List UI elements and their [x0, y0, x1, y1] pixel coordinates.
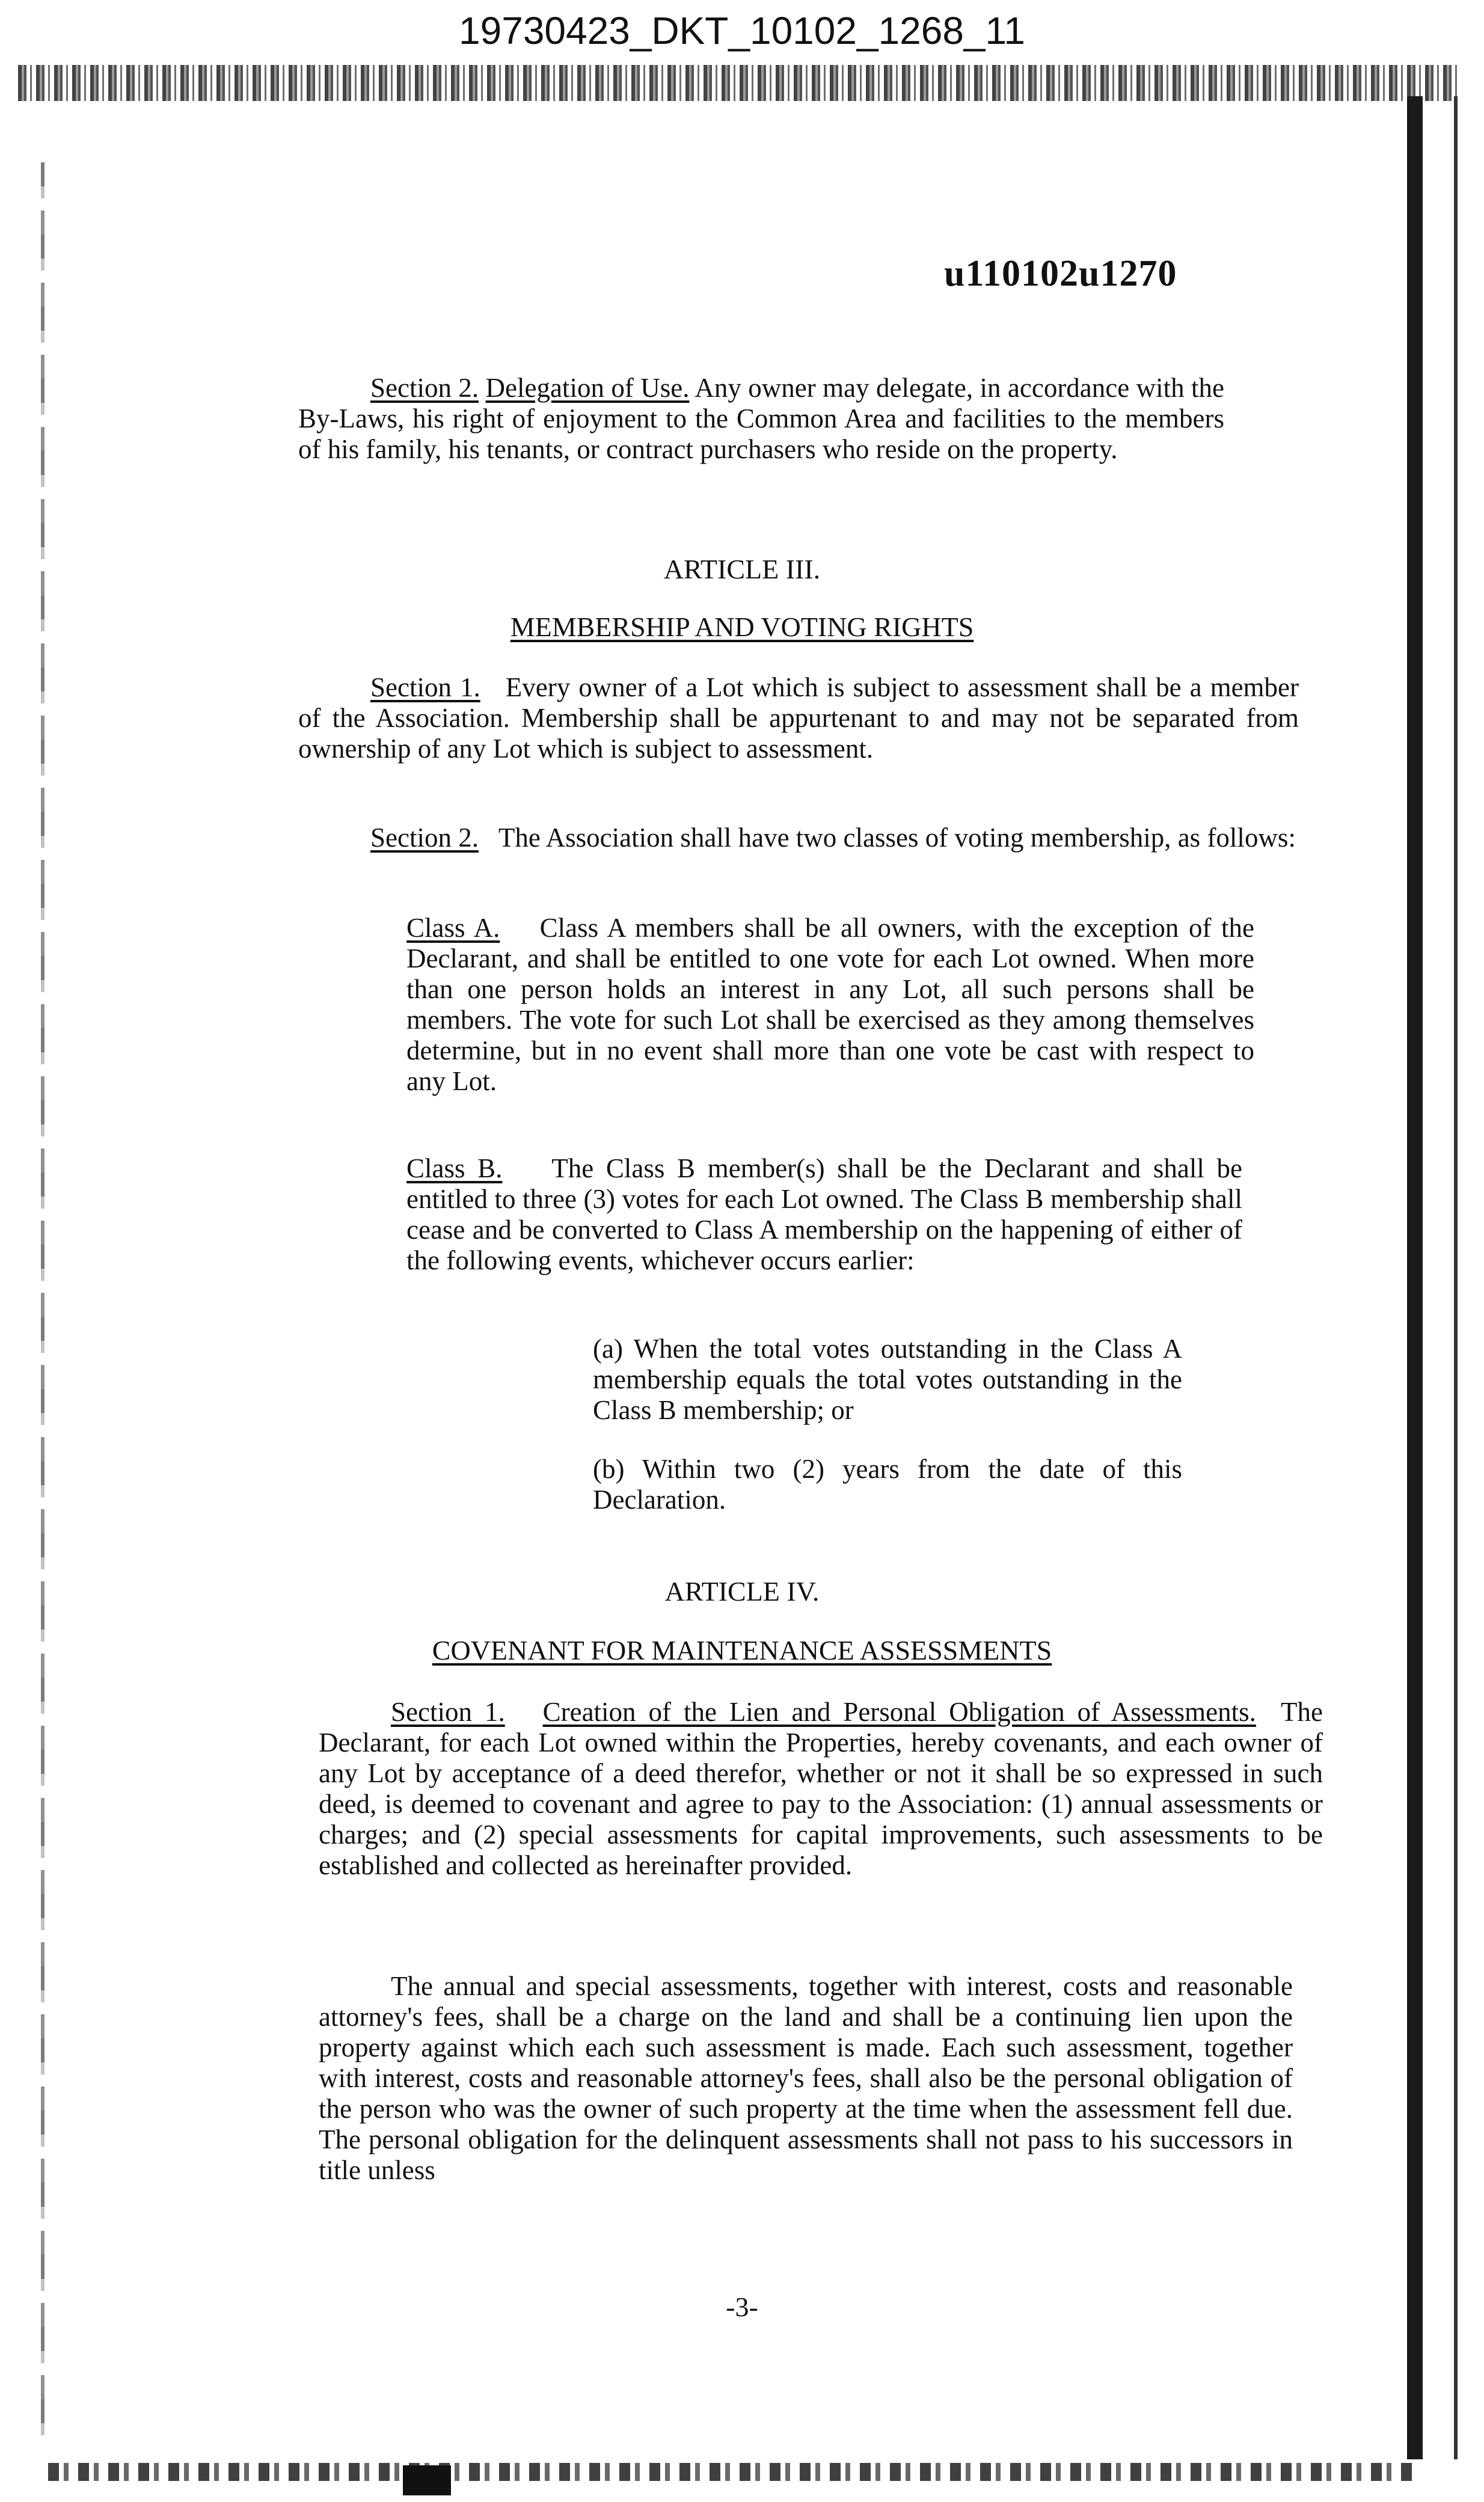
scan-edge-right-thin	[1454, 96, 1458, 2459]
section-text: Any owner may delegate, in accordance with the By-Laws, his right of enjoyment to the Common Area and facilities to the members of his family, his tenants, or contract purchasers who reside on the property.	[298, 373, 1224, 464]
class-b	[406, 1153, 1242, 1276]
section-label: Section 1.	[391, 1697, 505, 1727]
section-text: The Association shall have two classes of voting membership, as follows:	[498, 823, 1296, 853]
article3-section1	[298, 672, 1299, 764]
article4-heading: ARTICLE IV.	[664, 1576, 820, 1607]
section-label: Section 1.	[370, 672, 480, 702]
section-text: Every owner of a Lot which is subject to assessment shall be a member of the Association. Membership shall be appurtenant to and may not be separated from ownership of any Lot which is subject to assessment.	[298, 672, 1299, 764]
scan-bottom-block	[403, 2465, 451, 2495]
article3-section2	[298, 823, 1299, 853]
scan-edge-right	[1407, 96, 1423, 2459]
item-b-tag: (b)	[593, 1454, 625, 1484]
scan-bottom-band	[48, 2463, 1413, 2481]
article4-title: COVENANT FOR MAINTENANCE ASSESSMENTS	[432, 1635, 1052, 1666]
class-a	[406, 913, 1254, 1097]
class-a-text: Class A members shall be all owners, with the exception of the Declarant, and shall be entitled to one vote for each Lot owned. When more than one person holds an interest in any Lot, all such persons shall be members. The vote for such Lot shall be exercised as they among themselves determine, but in no event shall more than one vote be cast with respect to any Lot.	[406, 913, 1254, 1096]
article2-section2	[298, 373, 1224, 465]
scan-noise-band	[18, 65, 1461, 101]
article4-paragraph2	[319, 1971, 1293, 2186]
section-title: Creation of the Lien and Personal Obligation of Assessments.	[542, 1697, 1256, 1727]
article4-section1	[319, 1697, 1323, 1881]
article3-heading: ARTICLE III.	[663, 554, 821, 584]
section-text: The Declarant, for each Lot owned within the Properties, hereby covenants, and each owner of any Lot by acceptance of a deed therefor, whether or not it shall be so expressed in such deed, is deemed to covenant and agree to pay to the Association: (1) annual assessments or charges; and (2) special assessments for capital improvements, such assessments to be established and collected as hereinafter provided.	[319, 1697, 1323, 1880]
page-header: 19730423_DKT_10102_1268_11	[459, 9, 1025, 52]
section-title: Delegation of Use.	[485, 373, 690, 403]
item-a-text: When the total votes outstanding in the Class A membership equals the total votes outstanding in the Class B membership; or	[593, 1334, 1183, 1425]
item-a	[593, 1334, 1182, 1426]
item-b	[593, 1454, 1182, 1515]
section-label: Section 2.	[370, 373, 479, 403]
document-number: u110102u1270	[944, 253, 1177, 294]
scan-edge-left	[41, 162, 44, 2447]
class-a-label: Class A.	[406, 913, 500, 943]
article3-title: MEMBERSHIP AND VOTING RIGHTS	[510, 612, 974, 642]
section-label: Section 2.	[370, 823, 479, 853]
item-a-tag: (a)	[593, 1334, 623, 1364]
page-number: -3-	[726, 2292, 758, 2322]
item-b-text: Within two (2) years from the date of this Declaration.	[593, 1454, 1183, 1515]
paragraph-text: The annual and special assessments, together with interest, costs and reasonable attorney's fees, shall be a charge on the land and shall be a continuing lien upon the property against which each such assessment is made. Each such assessment, together with interest, costs and reasonable attorney's fees, shall also be the personal obligation of the person who was the owner of such property at the time when the assessment fell due. The personal obligation for the delinquent assessments shall not pass to his successors in title unless	[319, 1971, 1293, 2185]
class-b-label: Class B.	[406, 1153, 503, 1183]
class-b-text: The Class B member(s) shall be the Declarant and shall be entitled to three (3) votes for each Lot owned. The Class B membership shall cease and be converted to Class A membership on the happening of either of the following events, whichever occurs earlier:	[406, 1153, 1243, 1275]
